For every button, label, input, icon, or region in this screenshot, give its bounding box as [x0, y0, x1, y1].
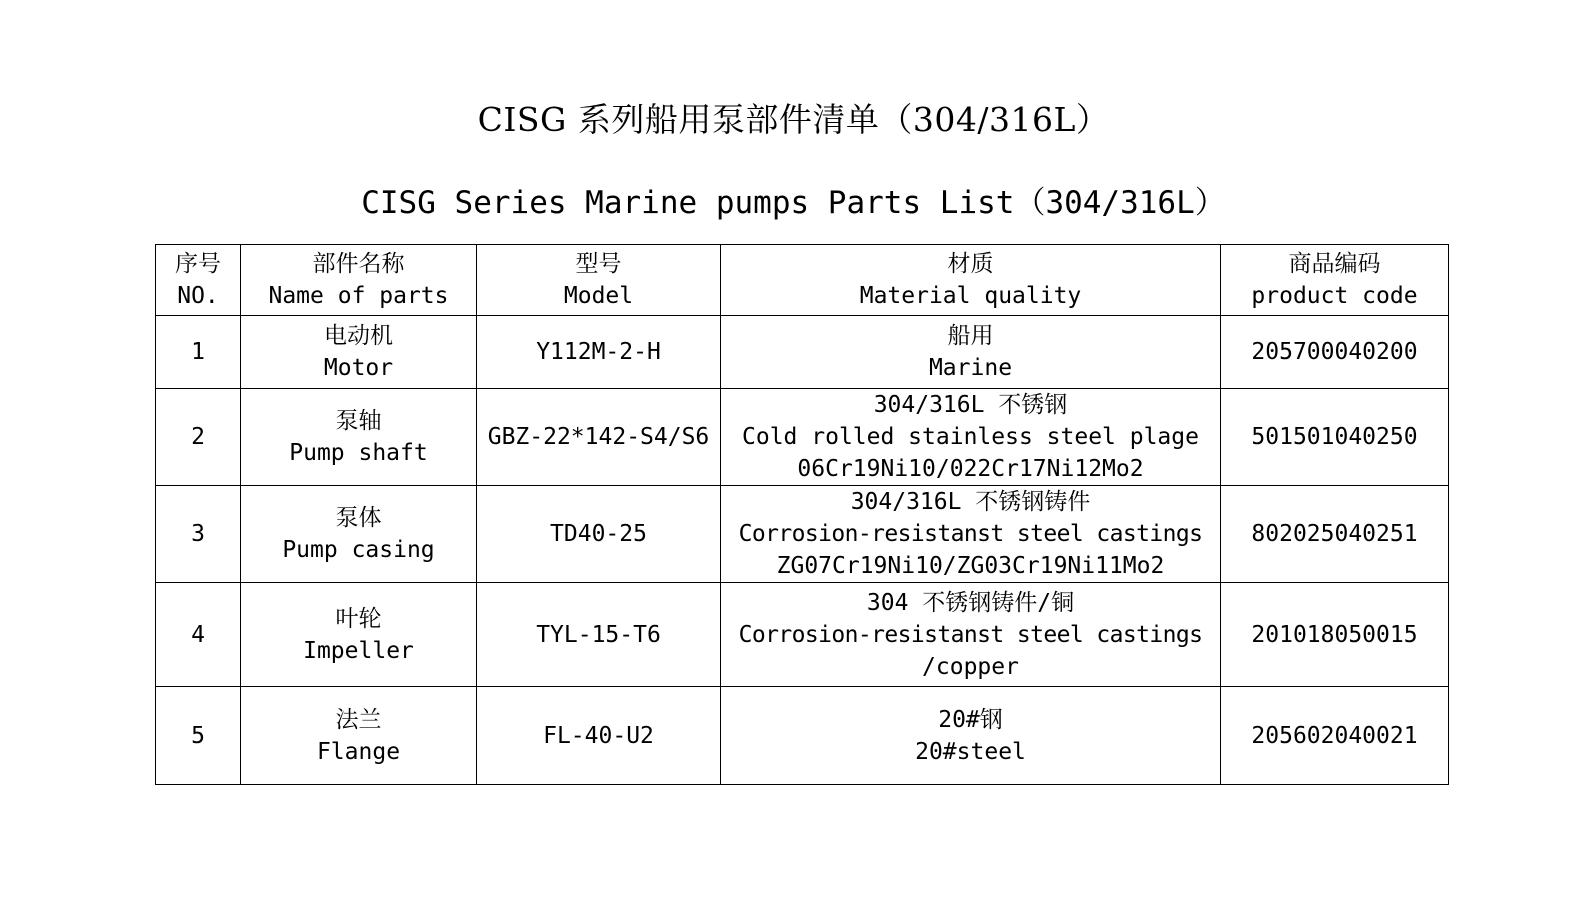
cell-no: 5 [156, 687, 241, 785]
material-line: 304 不锈钢铸件/铜 [866, 589, 1075, 616]
material-line: Corrosion-resistanst steel castings [738, 521, 1203, 547]
cell-model: Y112M-2-H [477, 316, 721, 389]
part-name-en: Flange [316, 738, 401, 765]
cell-name [241, 389, 477, 486]
material-line: 06Cr19Ni10/022Cr17Ni12Mo2 [797, 456, 1144, 482]
part-name-en: Motor [323, 355, 394, 381]
part-name-en: Pump casing [282, 537, 435, 563]
header-material [721, 245, 1221, 316]
cell-model [477, 389, 721, 486]
cell-no: 1 [156, 316, 241, 389]
material-line: 20#steel [915, 738, 1026, 765]
header-code [1221, 245, 1449, 316]
model-text: GBZ-22*142-S4/S6 [487, 424, 710, 450]
document-title-english: CISG Series Marine pumps Parts List（304/316L） [361, 185, 1226, 221]
parts-list-table [155, 244, 1449, 785]
header-code-cn: 商品编码 [1288, 251, 1381, 277]
table-header-row [156, 245, 1449, 316]
table-row [156, 486, 1449, 583]
cell-no: 2 [156, 389, 241, 486]
material-line: 304/316L 不锈钢铸件 [850, 489, 1091, 515]
material-line: 20#钢 [938, 706, 1003, 733]
cell-model: TYL-15-T6 [477, 583, 721, 687]
cell-code: 802025040251 [1221, 486, 1449, 583]
header-name [241, 245, 477, 316]
cell-code: 205700040200 [1221, 316, 1449, 389]
header-material-cn: 材质 [947, 251, 994, 277]
header-name-en: Name of parts [268, 283, 449, 309]
header-material-en: Material quality [859, 283, 1082, 309]
part-name-en: Impeller [303, 637, 414, 664]
material-line: 船用 [947, 323, 994, 349]
part-name-cn: 电动机 [324, 323, 393, 349]
material-line: Marine [928, 355, 1013, 381]
material-line: Cold rolled stainless steel plage [742, 424, 1199, 450]
cell-material [721, 687, 1221, 785]
cell-no: 3 [156, 486, 241, 583]
cell-model: FL-40-U2 [477, 687, 721, 785]
part-name-cn: 泵轴 [335, 408, 382, 434]
header-model-cn: 型号 [575, 251, 622, 277]
cell-material [721, 583, 1221, 687]
table-row [156, 687, 1449, 785]
part-name-cn: 叶轮 [335, 605, 382, 632]
material-line: Corrosion-resistanst steel castings [738, 621, 1203, 648]
cell-material [721, 316, 1221, 389]
material-line: ZG07Cr19Ni10/ZG03Cr19Ni11Mo2 [776, 553, 1165, 579]
table-row [156, 389, 1449, 486]
header-model-en: Model [563, 283, 634, 309]
cell-name [241, 316, 477, 389]
material-line: 304/316L 不锈钢 [873, 392, 1068, 418]
material-line: /copper [922, 653, 1019, 680]
header-code-en: product code [1251, 283, 1418, 309]
header-name-cn: 部件名称 [312, 251, 405, 277]
cell-material [721, 486, 1221, 583]
cell-material [721, 389, 1221, 486]
cell-name [241, 583, 477, 687]
cell-no: 4 [156, 583, 241, 687]
cell-code: 201018050015 [1221, 583, 1449, 687]
part-name-en: Pump shaft [289, 440, 428, 466]
header-no [156, 245, 241, 316]
table-row [156, 316, 1449, 389]
header-no-en: NO. [177, 283, 219, 309]
cell-model: TD40-25 [477, 486, 721, 583]
header-model [477, 245, 721, 316]
document-title-chinese: CISG 系列船用泵部件清单（304/316L） [477, 100, 1110, 139]
part-name-cn: 泵体 [335, 505, 382, 531]
cell-code: 205602040021 [1221, 687, 1449, 785]
part-name-cn: 法兰 [335, 706, 382, 733]
cell-code: 501501040250 [1221, 389, 1449, 486]
cell-name [241, 486, 477, 583]
table-row [156, 583, 1449, 687]
header-no-cn: 序号 [175, 251, 221, 277]
cell-name [241, 687, 477, 785]
